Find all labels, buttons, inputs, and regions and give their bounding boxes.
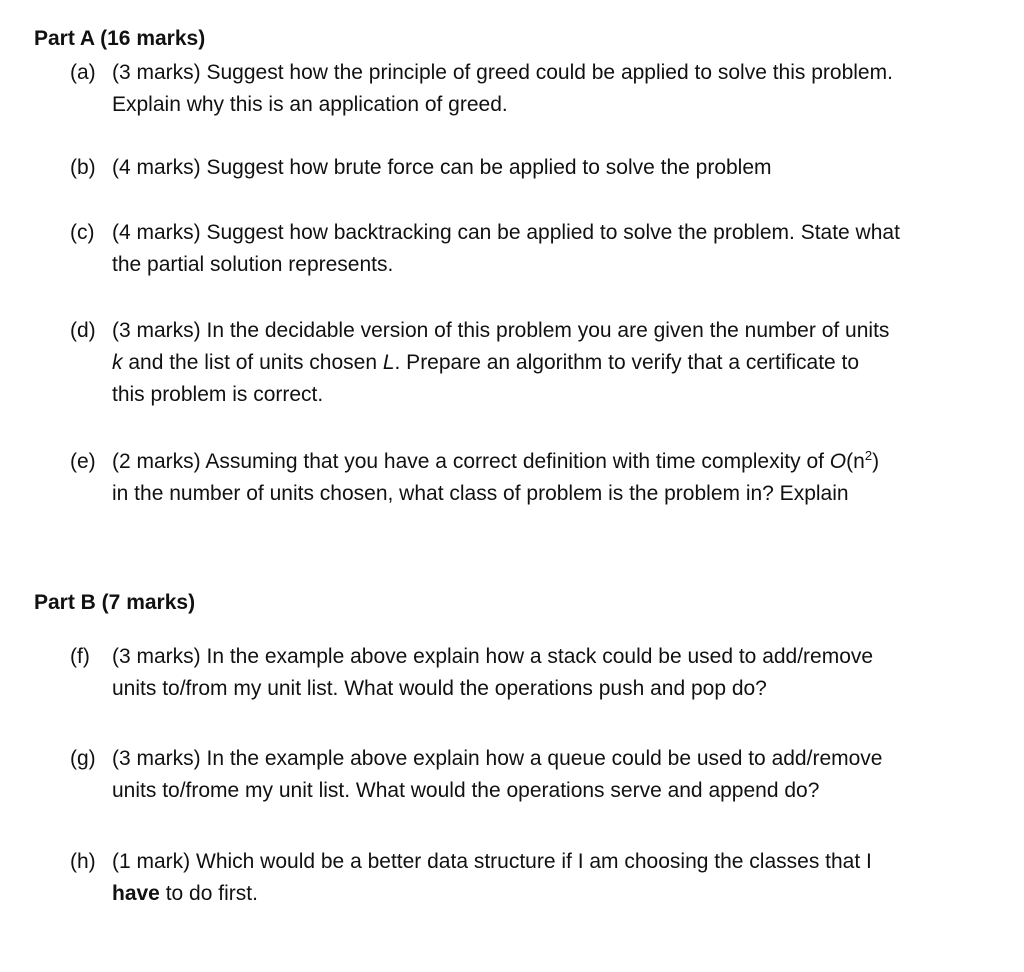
question-c-label: (c) <box>70 221 95 244</box>
question-d-line-1: (3 marks) In the decidable version of this problem you are given the number of units <box>112 319 890 342</box>
question-d-label: (d) <box>70 319 96 342</box>
question-c-line-1: (4 marks) Suggest how backtracking can be applied to solve the problem. State what <box>112 221 900 244</box>
question-f-line-2: units to/from my unit list. What would the operations push and pop do? <box>112 677 767 700</box>
question-c-line-2: the partial solution represents. <box>112 253 394 276</box>
big-o-notation: O <box>829 450 847 473</box>
question-e-line-1: (2 marks) Assuming that you have a correct definition with time complexity of $O(n^2)$ <box>112 448 880 473</box>
question-b-line-1: (4 marks) Suggest how brute force can be applied to solve the problem <box>112 156 772 179</box>
emphasis-have: have <box>112 882 160 905</box>
question-f-line-1: (3 marks) In the example above explain how a stack could be used to add/remove <box>112 645 874 668</box>
variable-l: L <box>382 351 395 374</box>
question-g-line-1: (3 marks) In the example above explain how a queue could be used to add/remove <box>112 747 883 770</box>
part-b-heading: Part B (7 marks) <box>34 591 196 614</box>
question-e <box>70 446 1010 510</box>
exponent: 2 <box>864 448 873 463</box>
question-h <box>70 846 1010 910</box>
question-e-label: (e) <box>70 450 96 473</box>
question-a-line-1: (3 marks) Suggest how the principle of greed could be applied to solve this problem. <box>112 61 893 84</box>
question-g <box>70 743 1010 807</box>
question-h-line-1: (1 mark) Which would be a better data structure if I am choosing the classes that I <box>112 850 872 873</box>
question-c <box>70 217 1010 281</box>
question-a <box>70 57 1010 121</box>
question-f <box>70 641 1010 705</box>
question-d-line-3: this problem is correct. <box>112 383 324 406</box>
question-d <box>70 315 1010 411</box>
question-h-label: (h) <box>70 850 96 873</box>
question-g-line-2: units to/frome my unit list. What would the operations serve and append do? <box>112 779 820 802</box>
question-b <box>70 152 1010 184</box>
question-g-label: (g) <box>70 747 96 770</box>
question-f-label: (f) <box>70 645 90 668</box>
question-b-label: (b) <box>70 156 96 179</box>
question-d-line-2: k and the list of units chosen L. Prepare an algorithm to verify that a certificate to <box>112 351 860 374</box>
part-a-heading: Part A (16 marks) <box>34 27 206 50</box>
question-h-line-2: have to do first. <box>112 882 258 905</box>
question-a-line-2: Explain why this is an application of greed. <box>112 93 508 116</box>
question-a-label: (a) <box>70 61 96 84</box>
question-e-line-2: in the number of units chosen, what class of problem is the problem in? Explain <box>112 482 849 505</box>
variable-k: k <box>112 351 123 374</box>
